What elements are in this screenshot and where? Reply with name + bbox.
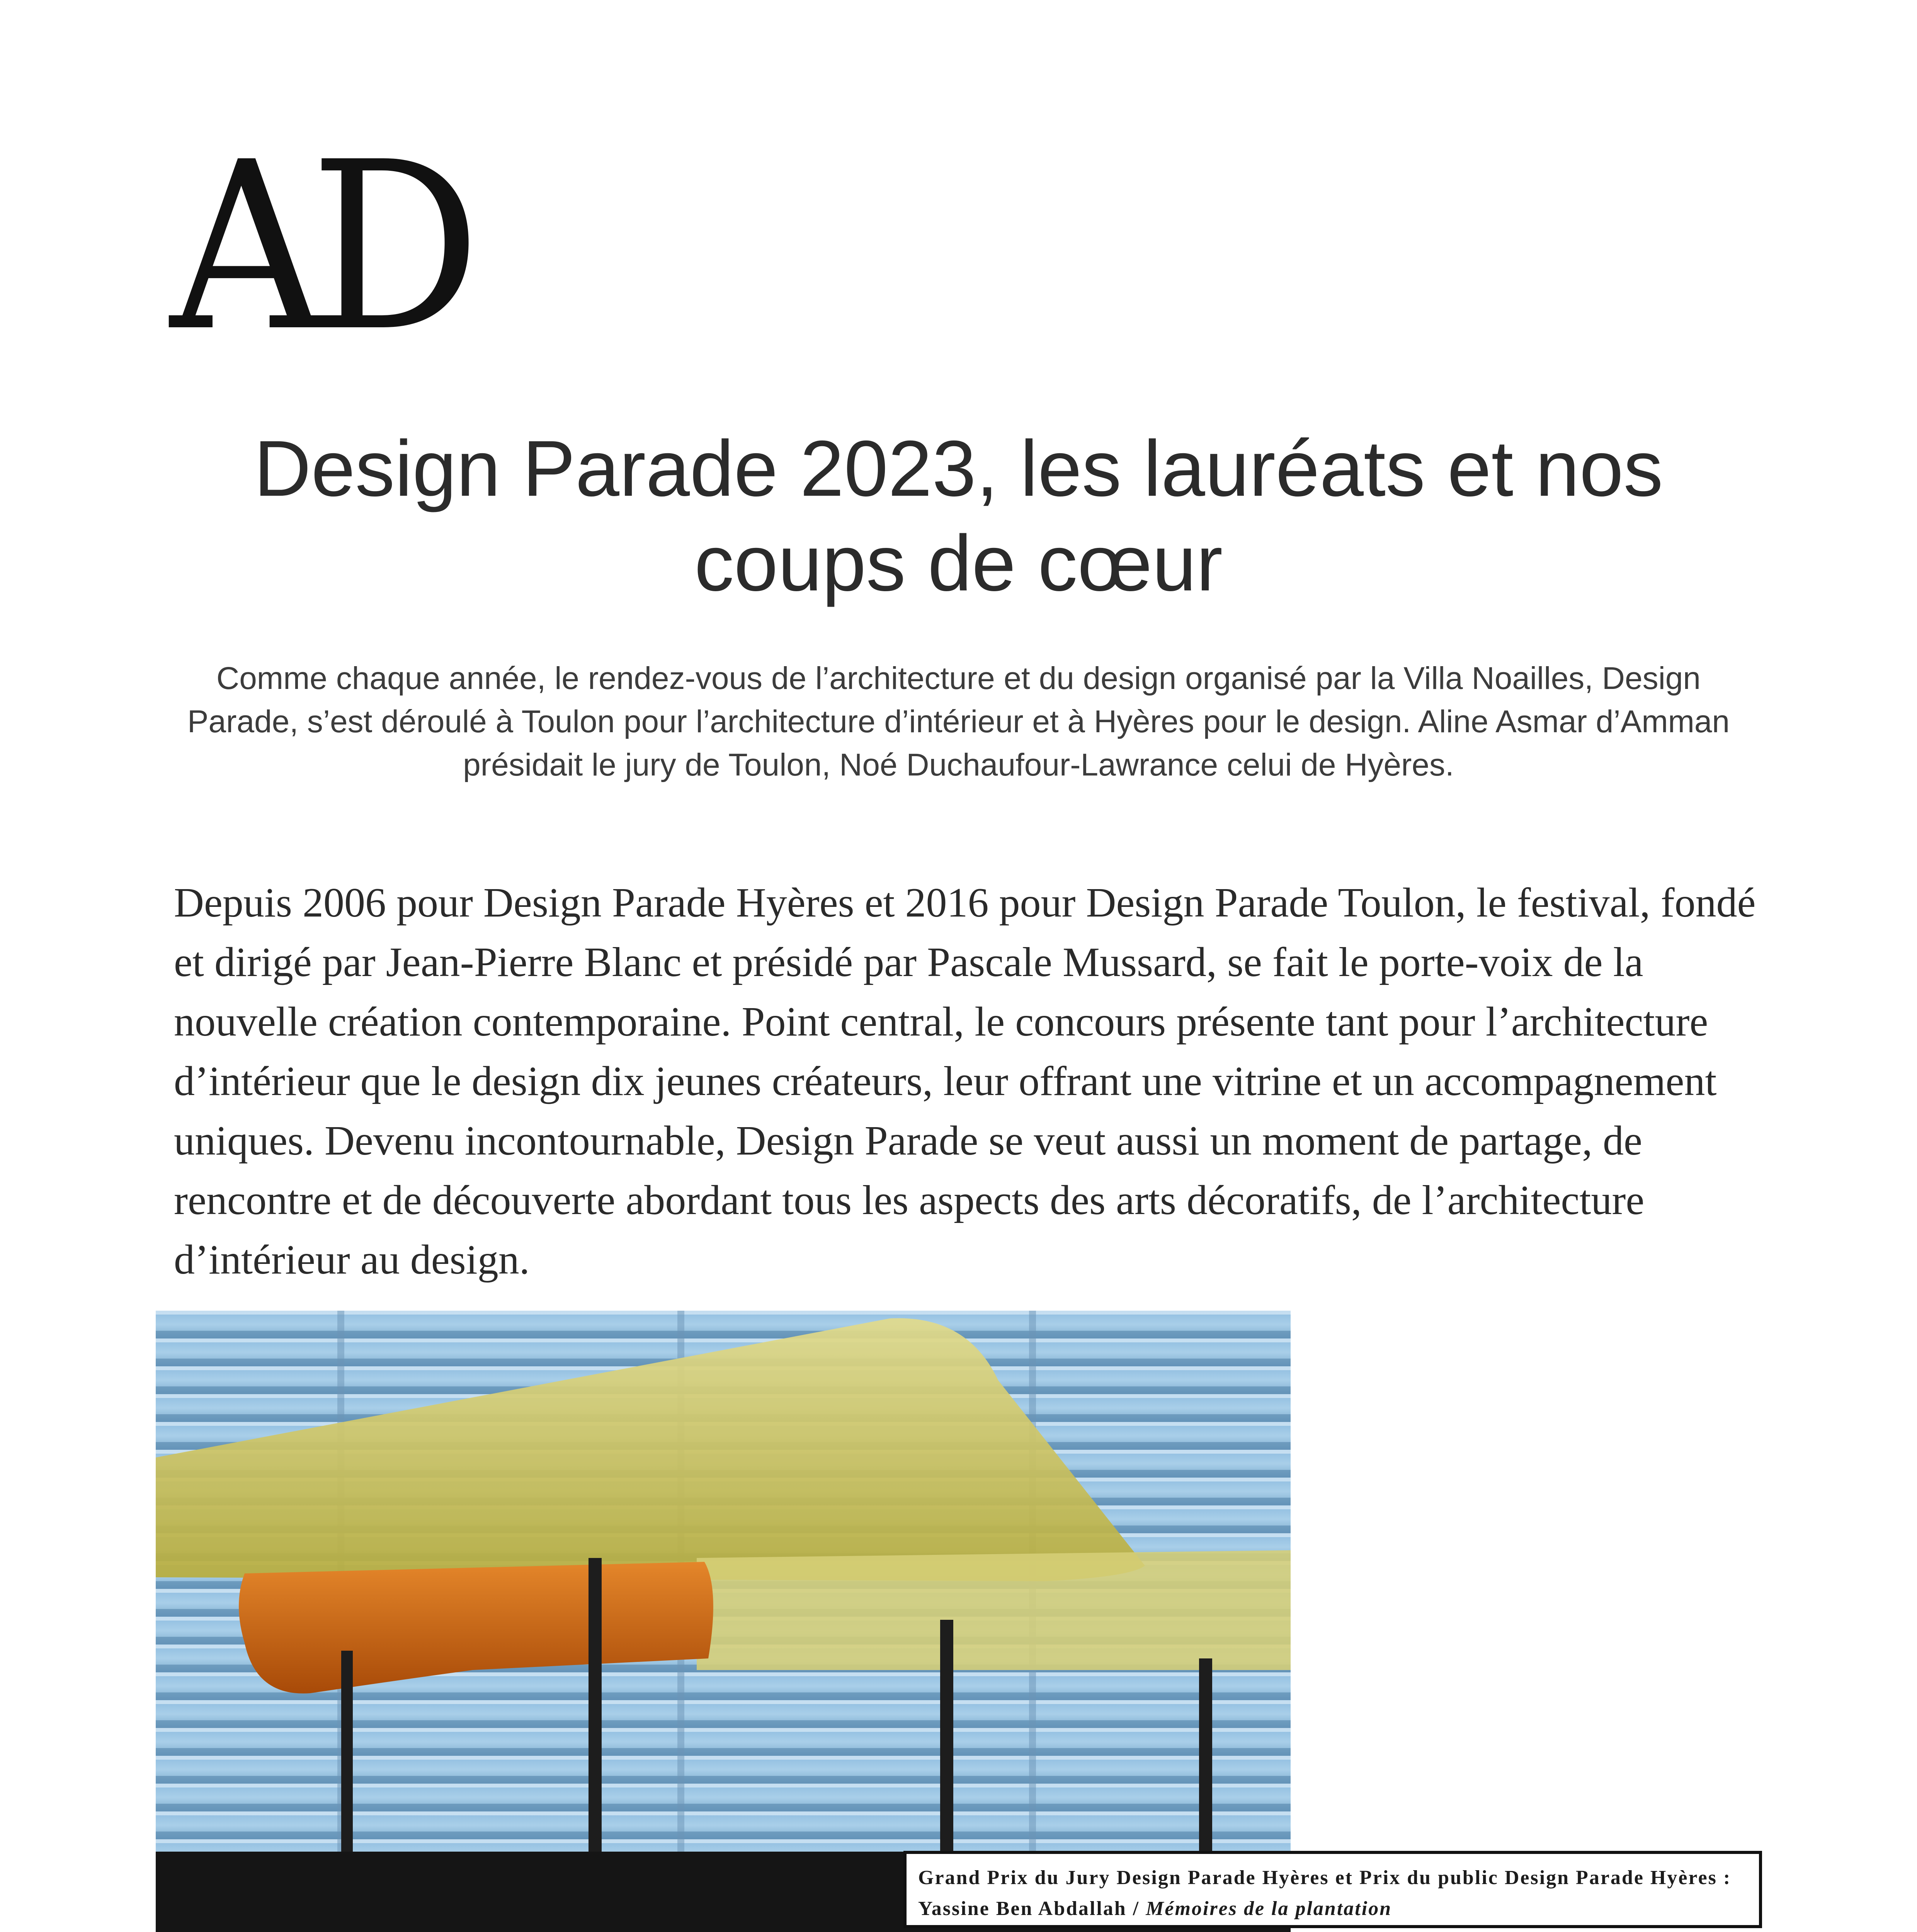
caption-work-title: Mémoires de la plantation bbox=[1146, 1898, 1392, 1920]
article-title: Design Parade 2023, les lauréats et nos coups de cœur bbox=[254, 424, 1663, 607]
caption-title: Grand Prix du Jury Design Parade Hyères et Prix du public Design Parade Hyères : Yassine Ben Abdallah / bbox=[918, 1867, 1732, 1920]
article-body: Depuis 2006 pour Design Parade Hyères et 2016 pour Design Parade Toulon, le festival, fondé et dirigé par Jean-Pierre Blanc et présidé par Pascale Mussard, se fait le porte-voix de la nouvelle création contemporaine. Point central, le concours présente tant pour l’architecture d’intérieur que le design dix jeunes créateurs, leur offrant une vitrine et un accompagnement uniques. Devenu incontournable, Design Parade se veut aussi un moment de partage, de rencontre et de découverte abordant tous les aspects des arts décoratifs, de l’architecture d’intérieur au design. bbox=[174, 880, 1756, 1283]
ad-logo[interactable]: AD bbox=[170, 112, 467, 382]
photo-caption bbox=[903, 1851, 1762, 1928]
article-photo bbox=[156, 1311, 1291, 1932]
article-standfirst: Comme chaque année, le rendez-vous de l’architecture et du design organisé par la Villa Noailles, Design Parade, s’est déroulé à Toulon pour l’architecture d’intérieur et à Hyères pour le design. Aline Asmar d’Amman présidait le jury de Toulon, Noé Duchaufour-Lawrance celui de Hyères. bbox=[187, 661, 1730, 782]
